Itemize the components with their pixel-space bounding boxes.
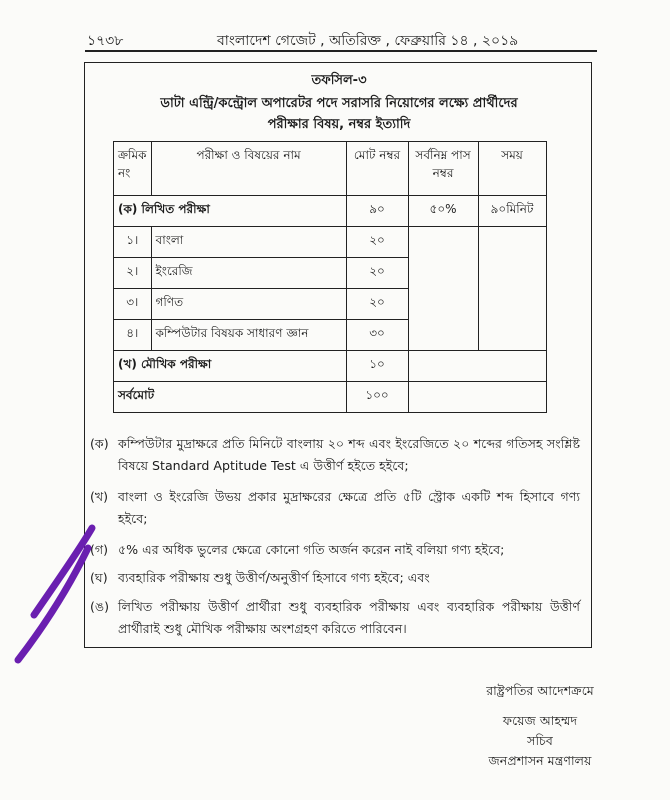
col-header-pass: সর্বনিম্ন পাস নম্বর (408, 142, 478, 196)
header-divider (85, 50, 597, 52)
subject-serial: ২। (114, 258, 152, 289)
written-exam-total: ৯০ (346, 196, 408, 227)
grand-total-value: ১০০ (346, 382, 408, 413)
col-header-serial: ক্রমিক নং (114, 142, 152, 196)
note-marker: (গ) (90, 542, 109, 557)
order-line: রাষ্ট্রপতির আদেশক্রমে (486, 683, 594, 698)
time-merged-cell (478, 227, 546, 351)
subject-name: গণিত (151, 289, 346, 320)
written-exam-time: ৯০মিনিট (478, 196, 546, 227)
note-marker: (ক) (90, 436, 109, 451)
col-header-time: সময় (478, 142, 546, 196)
signatory-name: ফয়েজ আহম্মদ (502, 713, 578, 728)
note-marker: (ঘ) (90, 570, 108, 585)
note-text: বাংলা ও ইংরেজি উভয় প্রকার মুদ্রাক্ষরের ক্ষেত্রে প্রতি ৫টি স্ট্রোক একটি শব্দ হিসাবে গণ্য হইবে; (118, 489, 580, 526)
exam-table (113, 141, 547, 413)
table-header-row (114, 142, 547, 196)
page-header (87, 27, 593, 49)
written-exam-row (114, 196, 547, 227)
subject-marks: ২০ (346, 227, 408, 258)
schedule-subtitle-line1: ডাটা এন্ট্রি/কন্ট্রোল অপারেটর পদে সরাসরি নিয়োগের লক্ষ্যে প্রার্থীদের (160, 96, 518, 111)
subject-serial: ৪। (114, 320, 152, 351)
grand-total-row (114, 382, 547, 413)
col-header-total: মোট নম্বর (346, 142, 408, 196)
note-text: লিখিত পরীক্ষায় উত্তীর্ণ প্রার্থীরা শুধু ব্যবহারিক পরীক্ষায় এবং ব্যবহারিক পরীক্ষায় উত্তীর্ণ প্রার্থীরাই শুধু মৌখিক পরীক্ষায় অংশগ্রহণ করিতে পারিবেন। (118, 599, 580, 636)
subject-marks: ২০ (346, 289, 408, 320)
note-marker: (খ) (90, 489, 109, 504)
pass-merged-cell (408, 227, 478, 351)
viva-exam-label: (খ) মৌখিক পরীক্ষা (114, 351, 347, 382)
grand-total-label: সর্বমোট (114, 382, 347, 413)
subject-marks: ৩০ (346, 320, 408, 351)
note-marker: (ঙ) (90, 599, 110, 614)
written-exam-label: (ক) লিখিত পরীক্ষা (114, 196, 347, 227)
subject-name: ইংরেজি (151, 258, 346, 289)
note-text: কম্পিউটার মুদ্রাক্ষরে প্রতি মিনিটে বাংলায় ২০ শব্দ এবং ইংরেজিতে ২০ শব্দের গতিসহ সংশ্লিষ্ট বিষয়ে Standard Aptitude Test এ উত্তীর্ণ হইতে হইবে; (118, 436, 580, 473)
signatory-designation: সচিব (527, 733, 553, 748)
note-text: ৫% এর অধিক ভুলের ক্ষেত্রে কোনো গতি অর্জন করেন নাই বলিয়া গণ্য হইবে; (118, 542, 505, 557)
viva-exam-row (114, 351, 547, 382)
schedule-subtitle-line2: পরীক্ষার বিষয়, নম্বর ইত্যাদি (267, 117, 411, 132)
signatory-ministry: জনপ্রশাসন মন্ত্রণালয় (488, 753, 592, 768)
subject-name: কম্পিউটার বিষয়ক সাধারণ জ্ঞান (151, 320, 346, 351)
page-number: ১৭৩৮ (87, 33, 124, 49)
viva-exam-total: ১০ (346, 351, 408, 382)
written-exam-pass: ৫০% (408, 196, 478, 227)
gazette-title: বাংলাদেশ গেজেট , অতিরিক্ত , ফেব্রুয়ারি ১৪ , ২০১৯ (217, 33, 519, 49)
subject-marks: ২০ (346, 258, 408, 289)
subject-serial: ১। (114, 227, 152, 258)
table-row (114, 227, 547, 258)
grand-total-empty-cell (408, 382, 546, 413)
pen-stroke-lower (18, 548, 88, 660)
col-header-name: পরীক্ষা ও বিষয়ের নাম (151, 142, 346, 196)
viva-empty-cell (408, 351, 546, 382)
subject-serial: ৩। (114, 289, 152, 320)
subject-name: বাংলা (151, 227, 346, 258)
schedule-title: তফসিল-৩ (311, 73, 367, 88)
note-text: ব্যবহারিক পরীক্ষায় শুধু উত্তীর্ণ/অনুত্তীর্ণ হিসাবে গণ্য হইবে; এবং (118, 570, 430, 585)
